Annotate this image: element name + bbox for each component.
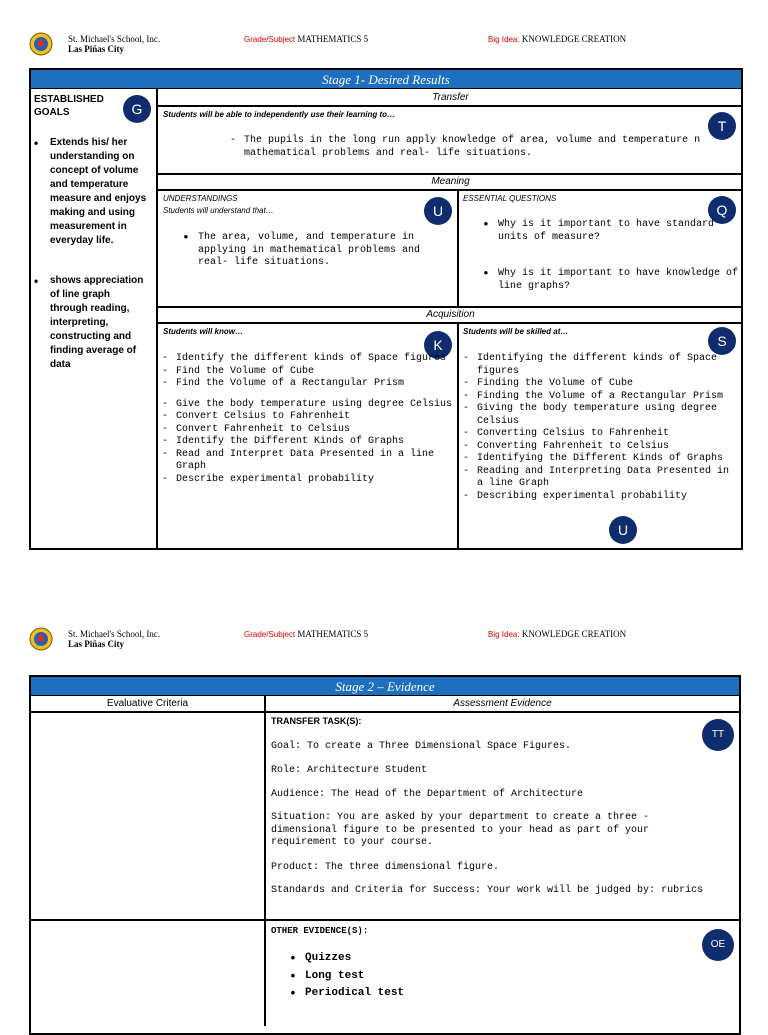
know-item: - Convert Celsius to Fahrenheit <box>160 411 454 424</box>
grade-subject <box>244 34 368 44</box>
skilled-extra-badge-icon: U <box>609 516 637 544</box>
understandings-heading: UNDERSTANDINGS <box>163 194 238 203</box>
know-item: - Identify the Different Kinds of Graphs <box>160 436 454 449</box>
skilled-item: - Finding the Volume of Cube <box>461 378 741 391</box>
col-assessment-evidence: Assessment Evidence <box>453 698 552 709</box>
know-item: - Describe experimental probability <box>160 474 454 487</box>
know-item: - Read and Interpret Data Presented in a line Graph <box>160 449 454 474</box>
oe-badge-icon: OE <box>702 929 734 961</box>
know-sub: Students will know… <box>163 327 244 336</box>
school-name: St. Michael's School, Inc. <box>68 629 161 639</box>
grade-label: Grade/Subject <box>244 35 296 44</box>
school-name: St. Michael's School, Inc. <box>68 34 161 44</box>
skilled-sub: Students will be skilled at… <box>463 327 569 336</box>
goals-list <box>50 136 150 372</box>
transfer-list <box>228 135 732 160</box>
know-list <box>160 353 454 486</box>
transfer-badge-icon: T <box>708 112 736 140</box>
big-idea <box>488 34 626 44</box>
know-item: - Give the body temperature using degree Celsius <box>160 399 454 412</box>
goals-heading: ESTABLISHED GOALS <box>34 94 104 118</box>
skilled-item: - Finding the Volume of a Rectangular Prism <box>461 391 741 404</box>
task-role: Role: Architecture Student <box>271 765 428 776</box>
grade-label: Grade/Subject <box>244 630 296 639</box>
eq-item: • Why is it important to have knowledge of line graphs? <box>476 268 740 293</box>
acquisition-label: Acquisition <box>426 309 475 320</box>
goals-badge-icon: G <box>123 95 151 123</box>
page-header-2 <box>0 625 768 665</box>
eq-list <box>476 219 740 293</box>
school-block <box>68 629 160 649</box>
eq-item: • Why is it important to have standard units of measure? <box>476 219 740 244</box>
bigidea-label: Big Idea: <box>488 630 520 639</box>
transfer-item: - The pupils in the long run apply knowledge of area, volume and temperature n mathematical problems and real- life situations. <box>228 135 732 160</box>
other-evidence-list <box>283 950 583 1003</box>
other-evidence-item: • Long test <box>283 968 583 986</box>
know-badge-icon: K <box>424 331 452 359</box>
other-evidence-heading: OTHER EVIDENCE(S): <box>271 926 369 936</box>
skilled-badge-icon: S <box>708 327 736 355</box>
understanding-item: • The area, volume, and temperature in applying in mathematical problems and real- life situations. <box>176 232 450 270</box>
other-evidence-item: • Quizzes <box>283 950 583 968</box>
bigidea-value: KNOWLEDGE CREATION <box>521 629 627 639</box>
school-city: Las Piñas City <box>68 44 125 54</box>
skilled-item: - Identifying the Different Kinds of Graphs <box>461 453 741 466</box>
grade-value: MATHEMATICS 5 <box>297 34 369 44</box>
page-header-1 <box>0 30 768 70</box>
skilled-item: - Identifying the different kinds of Space figures <box>461 353 741 378</box>
school-logo-icon <box>29 627 53 651</box>
stage2-title: Stage 2 – Evidence <box>31 677 739 696</box>
transfer-label: Transfer <box>432 92 469 103</box>
understandings-list <box>176 232 450 270</box>
goal-item: • Extends his/ her understanding on concept of volume and temperature measure and enjoys making and using measurement in everyday life. <box>50 136 150 248</box>
skilled-item: - Reading and Interpreting Data Presented in a line Graph <box>461 466 741 491</box>
transfer-task-heading: TRANSFER TASK(S): <box>271 716 362 726</box>
understandings-sub: Students will understand that… <box>163 206 274 215</box>
eq-badge-icon: Q <box>708 196 736 224</box>
col-evaluative-criteria: Evaluative Criteria <box>106 698 189 709</box>
bigidea-value: KNOWLEDGE CREATION <box>521 34 627 44</box>
grade-value: MATHEMATICS 5 <box>297 629 369 639</box>
grade-subject <box>244 629 368 639</box>
school-city: Las Piñas City <box>68 639 125 649</box>
skilled-item: - Converting Fahrenheit to Celsius <box>461 441 741 454</box>
meaning-label: Meaning <box>431 176 470 187</box>
big-idea <box>488 629 626 639</box>
task-situation: Situation: You are asked by your department to create a three - dimensional figure to be presented to your head as part of your requirement to your course. <box>271 812 650 848</box>
transfer-sub: Students will be able to independently use their learning to… <box>163 110 396 119</box>
school-block <box>68 34 160 54</box>
understandings-badge-icon: U <box>424 197 452 225</box>
school-logo-icon <box>29 32 53 56</box>
skilled-list <box>461 353 741 503</box>
bigidea-label: Big Idea: <box>488 35 520 44</box>
know-item: - Find the Volume of Cube <box>160 366 454 379</box>
task-product: Product: The three dimensional figure. <box>271 862 500 873</box>
skilled-item: - Describing experimental probability <box>461 491 741 504</box>
know-item: - Find the Volume of a Rectangular Prism <box>160 378 454 391</box>
tt-badge-icon: TT <box>702 719 734 751</box>
goal-item: • shows appreciation of line graph through reading, interpreting, constructing and finding average of data <box>50 274 150 372</box>
know-item: - Identify the different kinds of Space figures <box>160 353 454 366</box>
other-evidence-item: • Periodical test <box>283 985 583 1003</box>
skilled-item: - Giving the body temperature using degree Celsius <box>461 403 741 428</box>
eq-heading: ESSENTIAL QUESTIONS <box>463 194 557 203</box>
stage1-title: Stage 1- Desired Results <box>31 70 741 89</box>
know-item: - Convert Fahrenheit to Celsius <box>160 424 454 437</box>
task-goal: Goal: To create a Three Dimensional Space Figures. <box>271 741 572 752</box>
skilled-item: - Converting Celsius to Fahrenheit <box>461 428 741 441</box>
task-audience: Audience: The Head of the Department of Architecture <box>271 789 584 800</box>
task-standards: Standards and Criteria for Success: Your work will be judged by: rubrics <box>271 885 704 896</box>
